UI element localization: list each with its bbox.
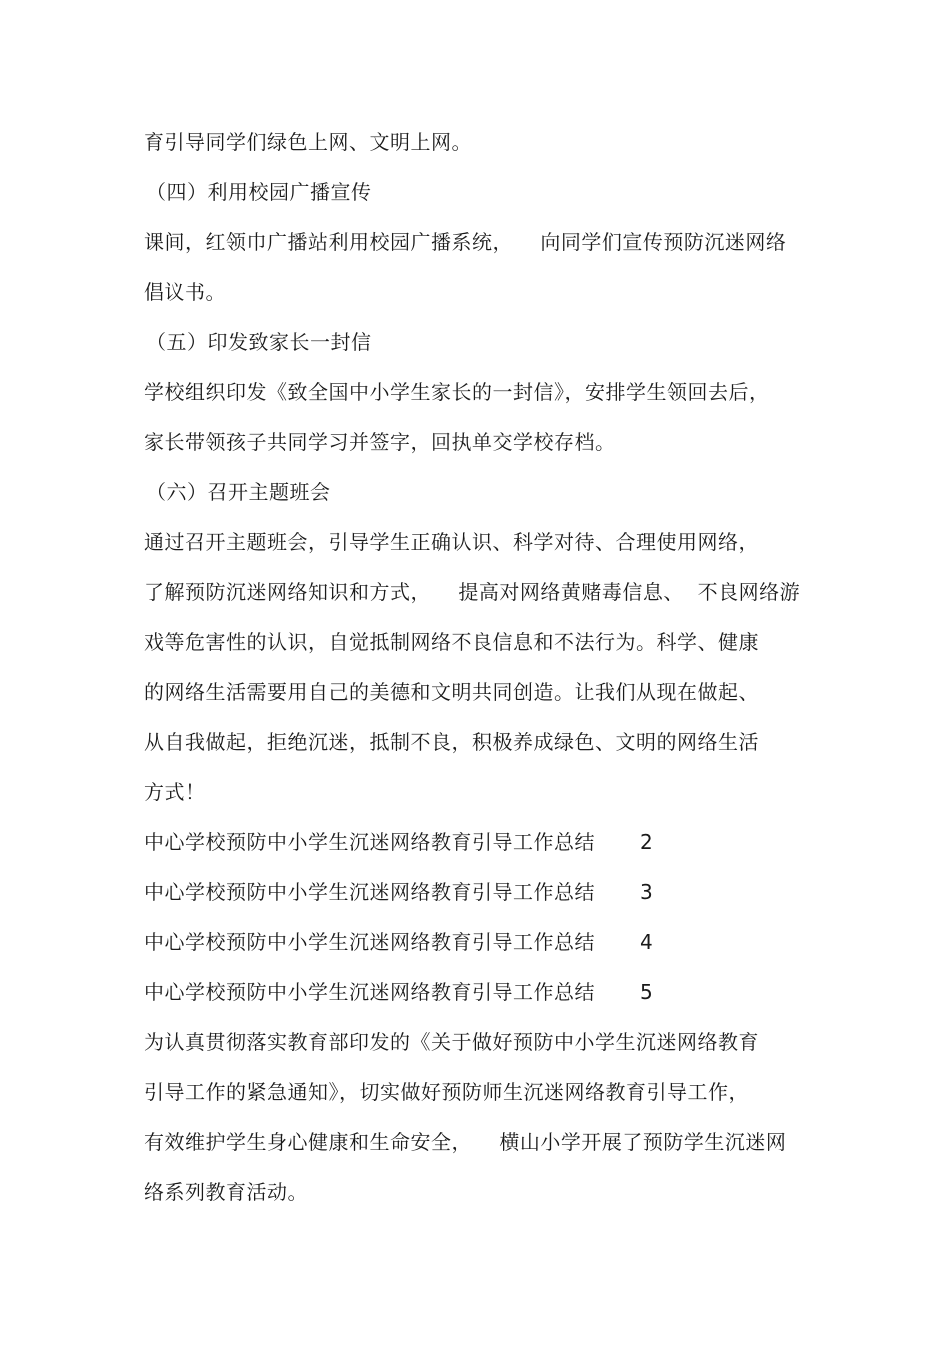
- text-line: 为认真贯彻落实教育部印发的《关于做好预防中小学生沉迷网络教育: [144, 1030, 759, 1054]
- toc-title: 中心学校预防中小学生沉迷网络教育引导工作总结: [144, 980, 595, 1004]
- toc-title: 中心学校预防中小学生沉迷网络教育引导工作总结: [144, 880, 595, 904]
- text-line: 育引导同学们绿色上网、文明上网。: [144, 130, 472, 154]
- text-line: 方式！: [144, 780, 206, 804]
- section-heading: （六）召开主题班会: [146, 480, 331, 504]
- section-heading: （五）印发致家长一封信: [146, 330, 372, 354]
- toc-number: 5: [640, 980, 653, 1004]
- toc-title: 中心学校预防中小学生沉迷网络教育引导工作总结: [144, 930, 595, 954]
- toc-number: 3: [640, 880, 653, 904]
- text-line: 从自我做起，拒绝沉迷，抵制不良，积极养成绿色、文明的网络生活: [144, 730, 759, 754]
- text-line: 有效维护学生身心健康和生命安全， 横山小学开展了预防学生沉迷网: [144, 1130, 787, 1154]
- toc-number: 4: [640, 930, 653, 954]
- text-line: 家长带领孩子共同学习并签字，回执单交学校存档。: [144, 430, 616, 454]
- toc-number: 2: [640, 830, 653, 854]
- text-line: 引导工作的紧急通知》，切实做好预防师生沉迷网络教育引导工作，: [144, 1080, 749, 1104]
- text-line: 戏等危害性的认识，自觉抵制网络不良信息和不法行为。科学、健康: [144, 630, 759, 654]
- text-line: 课间，红领巾广播站利用校园广播系统， 向同学们宣传预防沉迷网络: [144, 230, 787, 254]
- text-line: 通过召开主题班会，引导学生正确认识、科学对待、合理使用网络，: [144, 530, 759, 554]
- toc-title: 中心学校预防中小学生沉迷网络教育引导工作总结: [144, 830, 595, 854]
- section-heading: （四）利用校园广播宣传: [146, 180, 372, 204]
- text-line: 学校组织印发《致全国中小学生家长的一封信》，安排学生领回去后，: [144, 380, 770, 404]
- text-line: 倡议书。: [144, 280, 226, 304]
- text-line: 的网络生活需要用自己的美德和文明共同创造。让我们从现在做起、: [144, 680, 759, 704]
- text-line: 了解预防沉迷网络知识和方式， 提高对网络黄赌毒信息、 不良网络游: [144, 580, 801, 604]
- text-line: 络系列教育活动。: [144, 1180, 308, 1204]
